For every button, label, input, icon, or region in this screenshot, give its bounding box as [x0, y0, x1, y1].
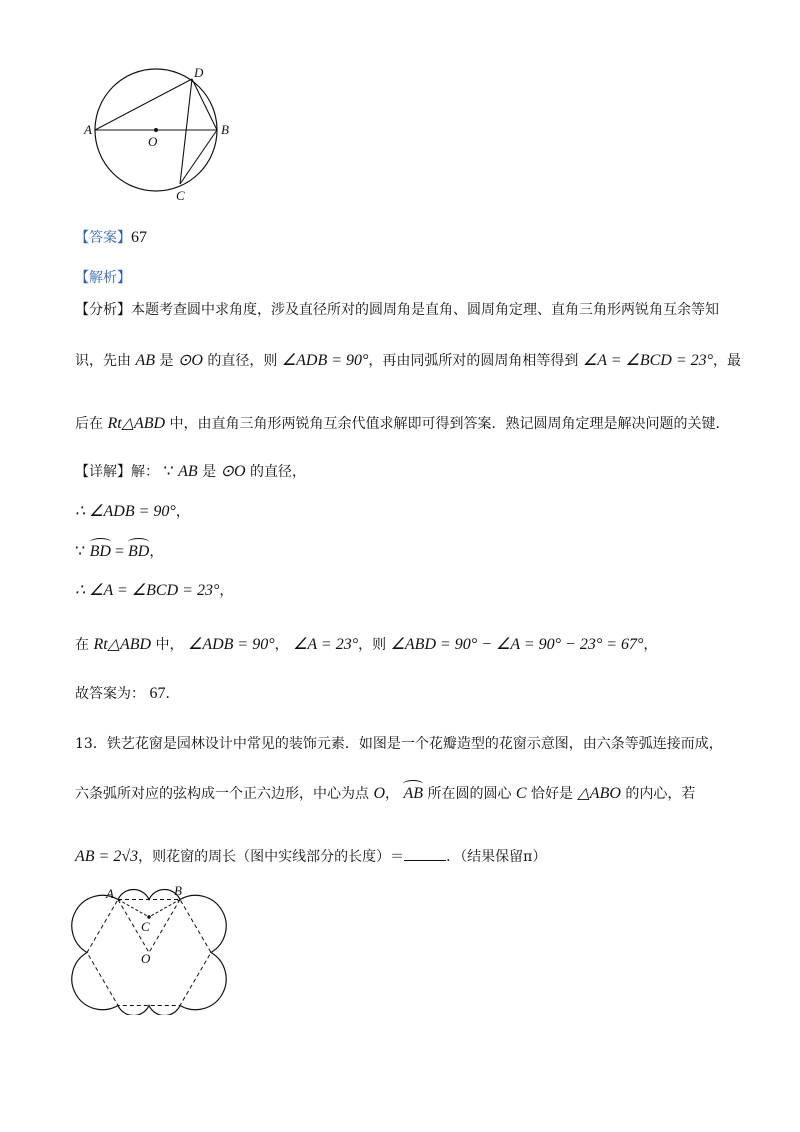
q13-text-2c: 所在圆的圆心	[427, 786, 512, 802]
math-step-3: ∴ ∠A = ∠BCD = 23°	[75, 582, 220, 599]
label-C: C	[176, 188, 185, 203]
fenxi-text-2a: 识，先由	[75, 353, 131, 369]
answer-value: 67	[131, 229, 147, 246]
fenxi-line-2	[75, 351, 741, 371]
label-A: A	[84, 122, 92, 137]
label-C: C	[141, 919, 150, 934]
punct-4b: ，	[643, 637, 658, 653]
q13-comma: ，	[385, 786, 400, 802]
q13-text-2d: 恰好是	[531, 786, 574, 802]
math-AB-value: AB = 2√3	[75, 848, 139, 865]
detail-ze: ，则	[358, 637, 387, 653]
arc-BD-left: BD	[89, 543, 111, 560]
circle-diagram	[80, 60, 240, 205]
detail-shi: 是	[202, 464, 217, 480]
math-rt-triangle: Rt△ABD	[107, 415, 166, 432]
detail-line-5	[75, 635, 657, 655]
math-angle-A: ∠A = ∠BCD = 23°	[582, 352, 714, 369]
detail-line-6	[75, 684, 179, 704]
arc-BD-right: BD	[128, 543, 150, 560]
fenxi-text-1: 本题考查圆中求角度，涉及直径所对的圆周角是直角、圆周角定理、直角三角形两锐角互余等知	[131, 302, 719, 318]
final-answer-label: 故答案为：	[75, 686, 145, 702]
math-point-C: C	[515, 785, 527, 802]
punct-1: ，	[175, 504, 190, 520]
detail-line-4	[75, 581, 233, 601]
punct-4a: ，	[274, 637, 289, 653]
detail-diam: 的直径，	[249, 464, 306, 480]
math-circle-O: ⊙O	[177, 352, 203, 369]
detail-zai: 在	[75, 637, 89, 653]
q13-line-1	[75, 734, 723, 754]
label-O: O	[141, 951, 151, 966]
math-ADB-90: ∠ADB = 90°	[187, 636, 275, 653]
q13-text-2e: 的内心，若	[625, 786, 696, 802]
flower-window-diagram	[70, 880, 230, 1015]
math-rt-triangle-2: Rt△ABD	[93, 636, 152, 653]
fenxi-text-2d: ，最	[713, 353, 742, 369]
math-AB-2: AB	[178, 463, 198, 480]
label-A: A	[106, 886, 114, 901]
analysis-tag: 【解析】	[75, 270, 131, 286]
punct-3: ，	[219, 583, 234, 599]
equals: =	[110, 543, 128, 560]
because-symbol-2: ∵	[75, 543, 86, 560]
punct-5: ．	[165, 686, 180, 702]
detail-line-2	[75, 502, 190, 522]
fenxi-text-3a: 后在	[75, 416, 103, 432]
fenxi-tag: 【分析】	[75, 302, 131, 318]
q13-text-1: 13．铁艺花窗是园林设计中常见的装饰元素．如图是一个花瓣造型的花窗示意图，由六条等弧连接而成，	[75, 736, 723, 752]
q13-line-3	[75, 846, 546, 867]
math-circle-O-2: ⊙O	[220, 463, 246, 480]
detail-line-1	[75, 462, 306, 482]
detail-line-3	[75, 542, 163, 562]
q13-text-3a: ，则花窗的周长（图中实线部分的长度）＝	[138, 849, 405, 865]
math-step-1: ∴ ∠ADB = 90°	[75, 503, 176, 520]
q13-text-3b: ．（结果保留π）	[446, 849, 547, 865]
fenxi-text-2b: 的直径，则	[207, 353, 278, 369]
q13-line-2	[75, 784, 695, 804]
math-A-23: ∠A = 23°	[293, 636, 359, 653]
arc-AB: AB	[403, 785, 424, 802]
fenxi-text-2c: ，再由同弧所对的圆周角相等得到	[368, 353, 579, 369]
detail-jie: 解：	[131, 464, 159, 480]
answer-line	[75, 228, 147, 248]
fenxi-shi: 是	[159, 353, 174, 369]
math-angle-ADB: ∠ADB = 90°	[281, 352, 369, 369]
label-O: O	[148, 134, 158, 149]
q13-text-2a: 六条弧所对应的弦构成一个正六边形，中心为点	[75, 786, 369, 802]
math-AB: AB	[135, 352, 155, 369]
detail-zhong: 中，	[155, 637, 184, 653]
fenxi-text-3b: 中，由直角三角形两锐角互余代值求解即可得到答案．熟记圆周角定理是解决问题的关键．	[169, 416, 730, 432]
fenxi-line-1	[75, 300, 719, 320]
math-point-O: O	[373, 785, 386, 802]
label-D: D	[194, 65, 204, 80]
because-symbol: ∵	[163, 463, 174, 480]
answer-tag: 【答案】	[75, 230, 131, 246]
label-B: B	[221, 122, 229, 137]
fenxi-line-3	[75, 414, 730, 434]
answer-blank	[404, 846, 446, 861]
math-ABD-result: ∠ABD = 90° − ∠A = 90° − 23° = 67°	[390, 636, 644, 653]
label-B: B	[174, 883, 182, 898]
final-answer-value: 67	[149, 685, 166, 702]
math-triangle-ABO: △ABO	[577, 785, 621, 802]
detail-tag: 【详解】	[75, 464, 131, 480]
punct-2: ，	[149, 544, 164, 560]
